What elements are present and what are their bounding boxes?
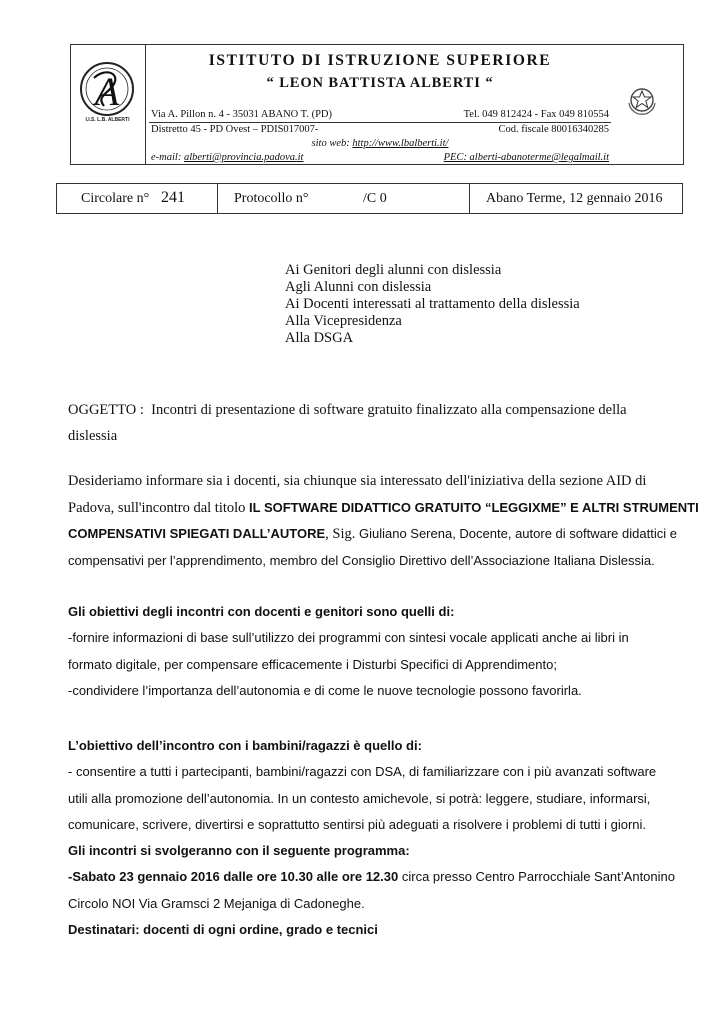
place-date: Abano Terme, 12 gennaio 2016 [486, 191, 663, 206]
italian-republic-emblem-icon [624, 83, 660, 117]
objective-item: formato digitale, per compensare efficacemente i Disturbi Specifici di Apprendimento; [68, 656, 557, 672]
subject-label: OGGETTO : [68, 402, 144, 418]
institute-type: ISTITUTO DI ISTRUZIONE SUPERIORE [208, 52, 552, 69]
fiscal-code: Cod. fiscale 80016340285 [498, 124, 609, 135]
objective-item: -condividere l’importanza dell’autonomia e di come le nuove tecnologie possono favorirla. [68, 682, 582, 698]
svg-text:A: A [94, 69, 120, 114]
letterhead [70, 44, 684, 165]
pec-link[interactable]: PEC: alberti-abanoterme@legalmail.it [443, 152, 609, 163]
objectives-children-section [68, 733, 693, 838]
objective-item: - consentire a tutti i partecipanti, bambini/ragazzi con DSA, di familiarizzare con i più avanzati software [68, 764, 657, 780]
email-row [149, 151, 611, 164]
section-heading: L’obiettivo dell’incontro con i bambini/ragazzi è quello di: [68, 738, 422, 753]
circular-number-cell [57, 184, 218, 213]
section-heading: Gli incontri si svolgeranno con il seguente programma: [68, 843, 410, 858]
recipients-list [285, 262, 580, 347]
recipient: Alla DSGA [285, 330, 354, 346]
recipient: Ai Docenti interessati al trattamento della dislessia [285, 296, 580, 312]
intro-line: compensativi per l’apprendimento, membro del Consiglio Direttivo dell’Associazione Italiana Dislessia. [68, 552, 655, 568]
event-title: COMPENSATIVI SPIEGATI DALL’AUTORE [68, 526, 326, 541]
event-venue: circa presso Centro Parrocchiale Sant’Antonino [398, 869, 675, 885]
objective-item: utili alla promozione dell’autonomia. In un contesto amichevole, si potrà: leggere, studiare, informarsi, [68, 790, 651, 806]
district: Distretto 45 - PD Ovest – PDIS017007- [151, 124, 319, 135]
intro-text: , Sig. [325, 526, 356, 542]
subject-line: Incontri di presentazione di software gratuito finalizzato alla compensazione della [151, 402, 627, 418]
intro-line: Desideriamo informare sia i docenti, sia chiunque sia interessato dell'iniziativa della sezione AID di [68, 473, 647, 489]
website-row [149, 137, 611, 150]
section-heading: Gli obiettivi degli incontri con docenti e genitori sono quelli di: [68, 604, 455, 619]
subject [68, 397, 668, 449]
event-title: IL SOFTWARE DIDATTICO GRATUITO “LEGGIXME” E ALTRI STRUMENTI [249, 499, 699, 515]
recipient: Ai Genitori degli alunni con dislessia [285, 262, 502, 278]
website-label: sito web: [311, 138, 353, 149]
objective-item: comunicare, scrivere, divertirsi e soprattutto sentirsi più adeguati a risolvere i problemi di tutti i giorni. [68, 816, 647, 832]
event-audience: Destinatari: docenti di ogni ordine, grado e tecnici [68, 921, 378, 937]
objective-item: -fornire informazioni di base sull’utilizzo dei programmi con sintesi vocale applicati anche ai libri in [68, 630, 629, 646]
address: Via A. Pillon n. 4 - 35031 ABANO T. (PD) [151, 109, 332, 120]
recipient: Agli Alunni con dislessia [285, 279, 432, 295]
email-label: e-mail: [151, 152, 184, 163]
event-datetime: -Sabato 23 gennaio 2016 dalle ore 10.30 alle ore 12.30 [68, 869, 399, 885]
circular-number: 241 [161, 189, 185, 206]
speaker-info: Giuliano Serena, Docente, autore di software didattici e [355, 526, 677, 541]
letterhead-body [149, 45, 611, 164]
programme-section [68, 838, 693, 943]
recipient: Alla Vicepresidenza [285, 313, 402, 329]
logo-divider [145, 45, 146, 164]
email-link[interactable]: alberti@provincia.padova.it [183, 152, 304, 163]
event-address: Circolo NOI Via Gramsci 2 Mejaniga di Cadoneghe. [68, 895, 365, 911]
protocol-label: Protocollo n° [234, 191, 309, 206]
date-cell [470, 184, 682, 213]
protocol-suffix: /C 0 [363, 191, 387, 206]
protocol-cell [218, 184, 470, 213]
phone-fax: Tel. 049 812424 - Fax 049 810554 [463, 109, 609, 120]
intro-line: Padova, sull'incontro dal titolo [68, 499, 250, 516]
address-row [149, 108, 611, 123]
logo-caption: I.I.S. L.B. ALBERTI [85, 117, 130, 123]
institute-name: “ LEON BATTISTA ALBERTI “ [266, 75, 494, 91]
website-link[interactable]: http://www.lbalberti.it/ [352, 138, 449, 149]
objectives-teachers-section [68, 599, 693, 704]
circular-label: Circolare n° [81, 191, 150, 206]
intro-paragraph [68, 468, 699, 574]
subject-line: dislessia [68, 428, 118, 444]
district-row [149, 123, 611, 136]
circular-header-box [56, 183, 683, 214]
